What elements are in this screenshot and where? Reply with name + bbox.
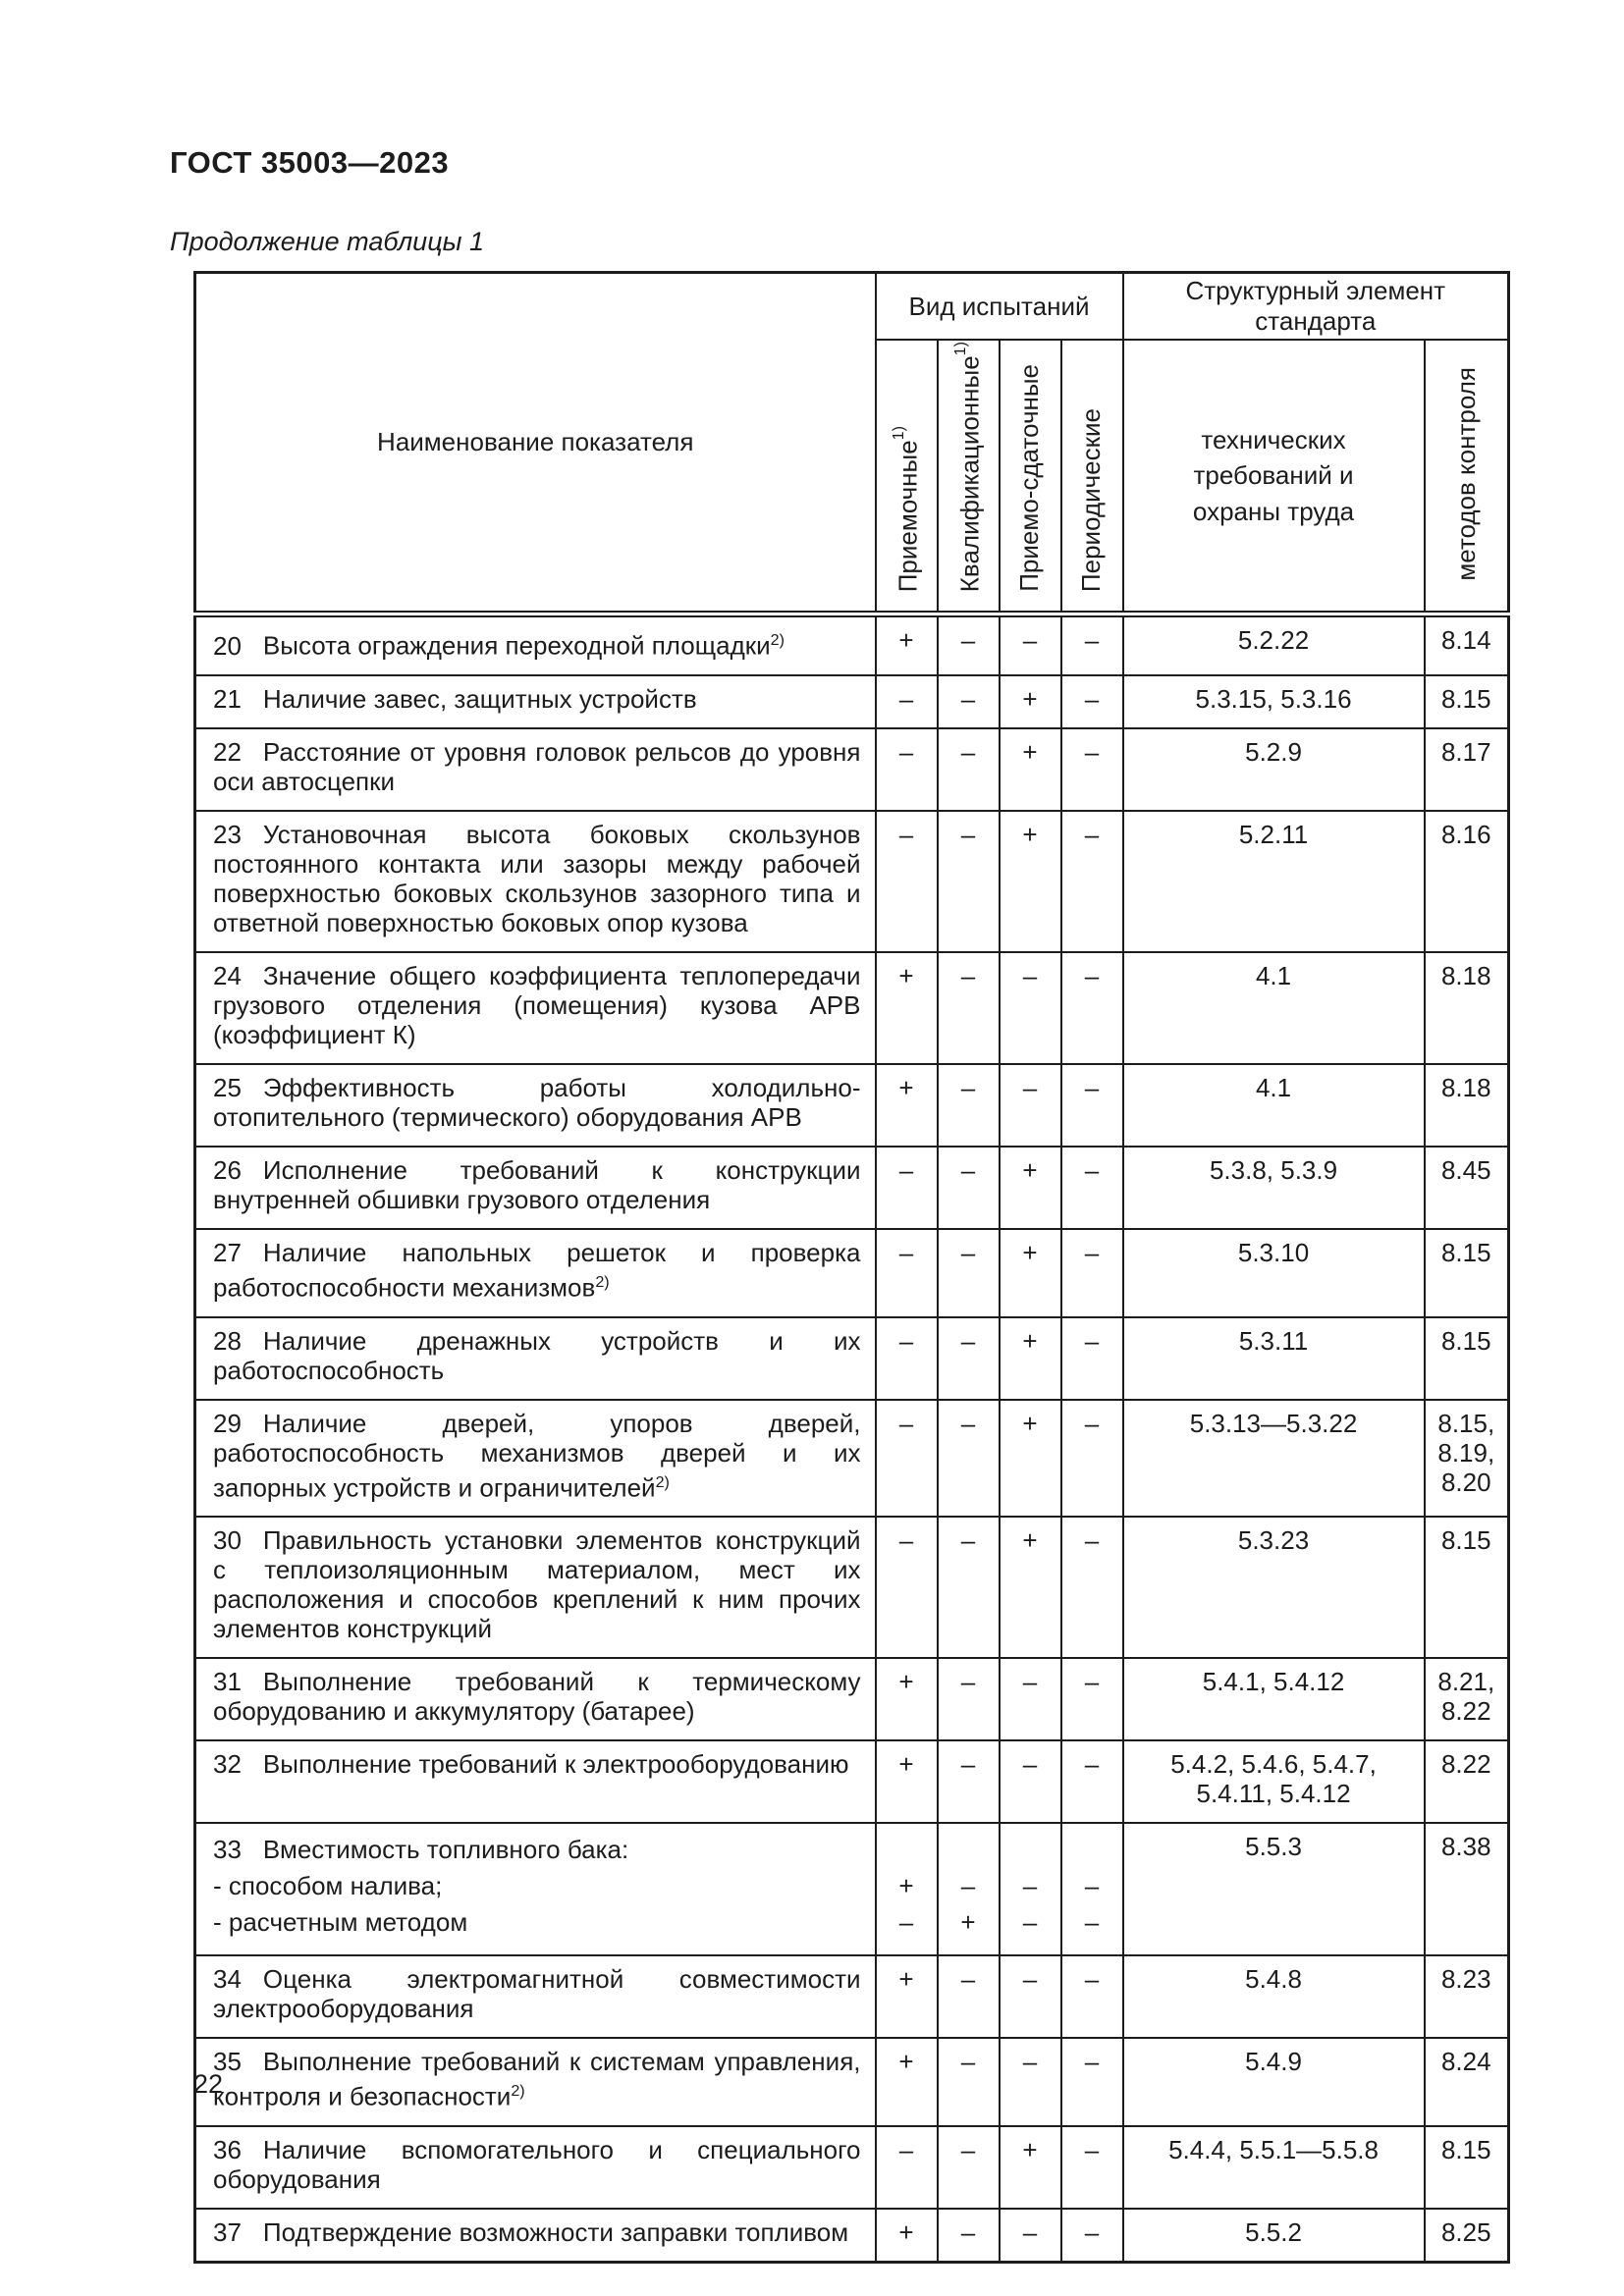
table-row (195, 1147, 1509, 1229)
row-number: 30 (213, 1525, 242, 1556)
mark-cell-acceptance: – (876, 2126, 938, 2209)
footnote-marker: 2) (595, 1272, 610, 1291)
sub-item-mark: – (960, 1871, 976, 1901)
col-group-structure-element: Структурный элемент стандарта (1123, 273, 1509, 341)
mark-cell-acceptance-delivery: – (1000, 1658, 1061, 1740)
row-number: 35 (213, 2047, 242, 2077)
table-row (195, 1955, 1509, 2038)
mark-cell-qualification: – (938, 2038, 1000, 2126)
mark-cell-acceptance-delivery: + (1000, 1229, 1061, 1317)
header-group-row (195, 273, 1509, 341)
document-code: ГОСТ 35003—2023 (170, 145, 450, 180)
rotated-label (891, 426, 922, 592)
mark-cell-periodic: – (1061, 2126, 1123, 2209)
methods-cell: 8.45 (1425, 1147, 1509, 1229)
mark-cell-qualification: – (938, 1517, 1000, 1658)
sub-item-mark: – (898, 1907, 914, 1938)
mark-cell-acceptance: + (876, 2038, 938, 2126)
table-row (195, 675, 1509, 728)
mark-cell-qualification: – (938, 1658, 1000, 1740)
mark-cell-acceptance-delivery: + (1000, 1317, 1061, 1400)
table-row (195, 1517, 1509, 1658)
label-text: Приемочные (893, 440, 923, 593)
row-name-text: Выполнение требований к электрооборудованию (262, 1749, 849, 1780)
row-name-text: Правильность установки элементов конструкций с теплоизоляционным материалом, мест их расположения и способов креплений к ним прочих элементов конструкций (213, 1525, 861, 1644)
mark-cell-qualification: – (938, 1955, 1000, 2038)
indicator-name-cell (195, 1147, 876, 1229)
mark-cell-acceptance: + (876, 1740, 938, 1823)
methods-cell: 8.18 (1425, 952, 1509, 1064)
col-header-qualification-tests (938, 340, 1000, 614)
requirements-cell: 5.4.4, 5.5.1—5.5.8 (1123, 2126, 1425, 2209)
mark-cell-acceptance: + (876, 1064, 938, 1147)
mark-cell-periodic: – (1061, 1740, 1123, 1823)
row-number: 36 (213, 2134, 242, 2164)
mark-cell-acceptance-delivery: + (1000, 675, 1061, 728)
rotated-label (952, 342, 984, 592)
row-number: 27 (213, 1237, 242, 1267)
mark-spacer (1002, 1832, 1058, 1868)
mark-cell-qualification: – (938, 1147, 1000, 1229)
requirements-cell: 5.3.15, 5.3.16 (1123, 675, 1425, 728)
label-text: Приемо-сдаточные (1014, 364, 1045, 593)
indicator-name-cell (195, 2038, 876, 2126)
sub-item: - расчетным методом (213, 1907, 468, 1938)
mark-cell-periodic: – (1061, 1517, 1123, 1658)
mark-cell-acceptance-delivery: + (1000, 728, 1061, 811)
row-number: 21 (213, 683, 242, 714)
row-name-text: Оценка электромагнитной совместимости электрооборудования (213, 1964, 861, 2024)
indicator-name-cell (195, 1823, 876, 1955)
table-row (195, 2209, 1509, 2263)
mark-cell-periodic: – (1061, 1658, 1123, 1740)
mark-cell-qualification: – (938, 675, 1000, 728)
methods-cell: 8.15, 8.19, 8.20 (1425, 1400, 1509, 1518)
indicator-name-cell (195, 1740, 876, 1823)
requirements-cell: 5.3.13—5.3.22 (1123, 1400, 1425, 1518)
sub-item-mark: – (1022, 1907, 1038, 1938)
mark-cell-qualification (938, 1823, 1000, 1955)
sub-item-mark: – (1022, 1871, 1038, 1901)
mark-cell-qualification: – (938, 2209, 1000, 2263)
mark-cell-acceptance: – (876, 1517, 938, 1658)
requirements-cell: 4.1 (1123, 1064, 1425, 1147)
mark-spacer (1064, 1832, 1120, 1868)
requirements-cell: 5.3.23 (1123, 1517, 1425, 1658)
mark-cell-qualification: – (938, 1064, 1000, 1147)
indicator-name-cell (195, 1064, 876, 1147)
table-row (195, 2038, 1509, 2126)
mark-cell-acceptance-delivery: + (1000, 811, 1061, 952)
mark-cell-acceptance: + (876, 1955, 938, 2038)
table-row (195, 614, 1509, 675)
requirements-cell: 5.5.2 (1123, 2209, 1425, 2263)
mark-cell-acceptance-delivery: + (1000, 1147, 1061, 1229)
mark-cell-periodic: – (1061, 1064, 1123, 1147)
methods-cell: 8.18 (1425, 1064, 1509, 1147)
indicators-table (193, 271, 1510, 2264)
row-number: 33 (213, 1835, 242, 1865)
methods-cell: 8.21, 8.22 (1425, 1658, 1509, 1740)
indicator-name-cell (195, 728, 876, 811)
mark-cell-acceptance: – (876, 675, 938, 728)
table-row (195, 1064, 1509, 1147)
methods-cell: 8.15 (1425, 1229, 1509, 1317)
mark-cell-acceptance: – (876, 1229, 938, 1317)
mark-cell-qualification: – (938, 811, 1000, 952)
row-name-text: Исполнение требований к конструкции внутренней обшивки грузового отделения (213, 1154, 861, 1214)
mark-cell-acceptance-delivery: – (1000, 2209, 1061, 2263)
indicator-name-cell (195, 1317, 876, 1400)
col-header-indicator-name: Наименование показателя (195, 273, 876, 614)
mark-cell-qualification: – (938, 1740, 1000, 1823)
row-name-text: Выполнение требований к термическому оборудованию и аккумулятору (батарее) (213, 1667, 861, 1727)
row-number: 20 (213, 630, 242, 661)
sub-item: - способом налива; (213, 1871, 443, 1901)
col-group-test-types: Вид испытаний (876, 273, 1123, 341)
row-name-text: Наличие дверей, упоров дверей, работоспособность механизмов дверей и их запорных устройств и ограничителей (213, 1408, 861, 1503)
mark-cell-acceptance-delivery: + (1000, 1517, 1061, 1658)
requirements-cell: 5.4.1, 5.4.12 (1123, 1658, 1425, 1740)
sub-item-mark: – (1084, 1871, 1100, 1901)
mark-cell-periodic: – (1061, 614, 1123, 675)
row-name-text: Вместимость топливного бака: (262, 1835, 629, 1865)
mark-cell-periodic: – (1061, 2209, 1123, 2263)
row-name-text: Подтверждение возможности заправки топливом (262, 2216, 849, 2247)
row-name-text: Значение общего коэффициента теплопередачи грузового отделения (помещения) кузова АРВ (коэффициент К) (213, 960, 861, 1049)
table-row (195, 1823, 1509, 1955)
indicator-name-cell (195, 1229, 876, 1317)
label-text: Периодические (1076, 408, 1107, 593)
col-header-periodic-tests (1061, 340, 1123, 614)
mark-cell-acceptance: – (876, 811, 938, 952)
methods-cell: 8.15 (1425, 2126, 1509, 2209)
table-caption: Продолжение таблицы 1 (170, 227, 485, 256)
requirements-cell: 5.4.9 (1123, 2038, 1425, 2126)
requirements-cell: 4.1 (1123, 952, 1425, 1064)
rotated-label (1016, 364, 1043, 592)
row-number: 29 (213, 1408, 242, 1438)
row-number: 24 (213, 960, 242, 990)
row-name-text: Выполнение требований к системам управления, контроля и безопасности (213, 2047, 861, 2111)
row-number: 26 (213, 1154, 242, 1185)
mark-cell-acceptance-delivery: – (1000, 614, 1061, 675)
mark-cell-periodic: – (1061, 1147, 1123, 1229)
row-number: 22 (213, 736, 242, 767)
requirements-cell: 5.2.9 (1123, 728, 1425, 811)
label-text: методов контроля (1450, 366, 1481, 581)
requirements-cell: 5.3.8, 5.3.9 (1123, 1147, 1425, 1229)
row-number: 32 (213, 1749, 242, 1780)
mark-cell-qualification: – (938, 1317, 1000, 1400)
sub-item-mark: + (898, 1871, 914, 1901)
methods-cell: 8.38 (1425, 1823, 1509, 1955)
row-name-text: Наличие дренажных устройств и их работоспособность (213, 1325, 861, 1385)
table-row (195, 1658, 1509, 1740)
mark-spacer (879, 1832, 935, 1868)
mark-cell-acceptance: + (876, 614, 938, 675)
indicator-name-cell (195, 952, 876, 1064)
mark-cell-qualification: – (938, 2126, 1000, 2209)
methods-cell: 8.14 (1425, 614, 1509, 675)
mark-cell-periodic: – (1061, 1229, 1123, 1317)
mark-cell-periodic: – (1061, 675, 1123, 728)
indicator-name-cell (195, 1658, 876, 1740)
mark-cell-qualification: – (938, 1400, 1000, 1518)
mark-cell-acceptance-delivery (1000, 1823, 1061, 1955)
table-row (195, 811, 1509, 952)
col-header-acceptance-tests (876, 340, 938, 614)
mark-cell-periodic: – (1061, 1400, 1123, 1518)
requirements-cell: 5.3.10 (1123, 1229, 1425, 1317)
requirements-cell: 5.4.8 (1123, 1955, 1425, 2038)
requirements-cell: 5.4.2, 5.4.6, 5.4.7, 5.4.11, 5.4.12 (1123, 1740, 1425, 1823)
methods-cell: 8.15 (1425, 675, 1509, 728)
row-name (213, 1832, 861, 1868)
footnote-marker: 1) (951, 342, 970, 356)
methods-cell: 8.25 (1425, 2209, 1509, 2263)
table-row (195, 1740, 1509, 1823)
row-name-text: Эффективность работы холодильно-отопительного (термического) оборудования АРВ (213, 1072, 861, 1132)
mark-cell-qualification: – (938, 614, 1000, 675)
footnote-marker: 2) (770, 631, 785, 650)
table-row (195, 728, 1509, 811)
mark-cell-acceptance: + (876, 1658, 938, 1740)
mark-cell-acceptance-delivery: – (1000, 1740, 1061, 1823)
mark-cell-acceptance-delivery: – (1000, 1064, 1061, 1147)
mark-cell-acceptance: + (876, 2209, 938, 2263)
requirements-cell: 5.5.3 (1123, 1823, 1425, 1955)
mark-cell-acceptance: – (876, 1317, 938, 1400)
row-name-text: Наличие завес, защитных устройств (262, 683, 697, 714)
mark-cell-acceptance-delivery: – (1000, 1955, 1061, 2038)
indicator-name-cell (195, 2209, 876, 2263)
mark-cell-acceptance: – (876, 1400, 938, 1518)
table-header (195, 273, 1509, 614)
col-header-technical-requirements (1123, 340, 1425, 614)
col-header-control-methods (1425, 340, 1509, 614)
table-row (195, 1229, 1509, 1317)
row-number: 31 (213, 1667, 242, 1697)
indicator-name-cell (195, 1400, 876, 1518)
table-row (195, 1317, 1509, 1400)
indicator-name-cell (195, 1517, 876, 1658)
methods-cell: 8.15 (1425, 1517, 1509, 1658)
mark-cell-periodic (1061, 1823, 1123, 1955)
methods-cell: 8.15 (1425, 1317, 1509, 1400)
sub-item-mark: + (960, 1907, 976, 1938)
mark-cell-acceptance-delivery: – (1000, 2038, 1061, 2126)
footnote-marker: 2) (655, 1472, 670, 1491)
rotated-label (1450, 366, 1481, 581)
label-text: Квалификационные (954, 355, 985, 593)
row-name-text: Наличие напольных решеток и проверка работоспособности механизмов (213, 1237, 861, 1303)
sub-item-mark: – (1084, 1907, 1100, 1938)
mark-cell-acceptance-delivery: – (1000, 952, 1061, 1064)
indicator-name-cell (195, 811, 876, 952)
mark-cell-acceptance: – (876, 728, 938, 811)
indicator-name-cell (195, 614, 876, 675)
row-name-text: Установочная высота боковых скользунов постоянного контакта или зазоры между рабочей поверхностью боковых скользунов зазорного типа и ответной поверхностью боковых опор кузова (213, 819, 861, 937)
col-header-acceptance-delivery-tests (1000, 340, 1061, 614)
row-name-text: Высота ограждения переходной площадки (262, 630, 771, 661)
row-number: 34 (213, 1964, 242, 1995)
requirements-cell: 5.2.22 (1123, 614, 1425, 675)
label-text: технических требований и охраны труда (1192, 425, 1355, 526)
rotated-label (1078, 408, 1105, 592)
footnote-marker: 2) (511, 2082, 525, 2101)
methods-cell: 8.17 (1425, 728, 1509, 811)
indicator-name-cell (195, 2126, 876, 2209)
row-number: 23 (213, 819, 242, 849)
table-row (195, 952, 1509, 1064)
indicator-name-cell (195, 1955, 876, 2038)
mark-cell-periodic: – (1061, 952, 1123, 1064)
indicator-name-cell (195, 675, 876, 728)
mark-cell-periodic: – (1061, 1955, 1123, 2038)
mark-cell-qualification: – (938, 1229, 1000, 1317)
footnote-marker: 1) (890, 425, 908, 441)
row-name-text: Расстояние от уровня головок рельсов до уровня оси автосцепки (213, 736, 861, 796)
row-number: 37 (213, 2216, 242, 2247)
mark-cell-acceptance-delivery: + (1000, 2126, 1061, 2209)
table-row (195, 1400, 1509, 1518)
methods-cell: 8.23 (1425, 1955, 1509, 2038)
row-name-text: Наличие вспомогательного и специального оборудования (213, 2134, 861, 2194)
row-number: 25 (213, 1072, 242, 1102)
mark-spacer (941, 1832, 997, 1868)
table-row (195, 2126, 1509, 2209)
mark-cell-periodic: – (1061, 811, 1123, 952)
requirements-cell: 5.3.11 (1123, 1317, 1425, 1400)
mark-cell-periodic: – (1061, 2038, 1123, 2126)
mark-cell-qualification: – (938, 952, 1000, 1064)
methods-cell: 8.22 (1425, 1740, 1509, 1823)
mark-cell-acceptance: – (876, 1147, 938, 1229)
mark-cell-acceptance-delivery: + (1000, 1400, 1061, 1518)
methods-cell: 8.24 (1425, 2038, 1509, 2126)
mark-cell-acceptance (876, 1823, 938, 1955)
requirements-cell: 5.2.11 (1123, 811, 1425, 952)
mark-cell-qualification: – (938, 728, 1000, 811)
page-number: 22 (193, 2069, 224, 2099)
row-number: 28 (213, 1325, 242, 1356)
methods-cell: 8.16 (1425, 811, 1509, 952)
table-body (195, 614, 1509, 2263)
mark-cell-periodic: – (1061, 1317, 1123, 1400)
mark-cell-acceptance: + (876, 952, 938, 1064)
mark-cell-periodic: – (1061, 728, 1123, 811)
